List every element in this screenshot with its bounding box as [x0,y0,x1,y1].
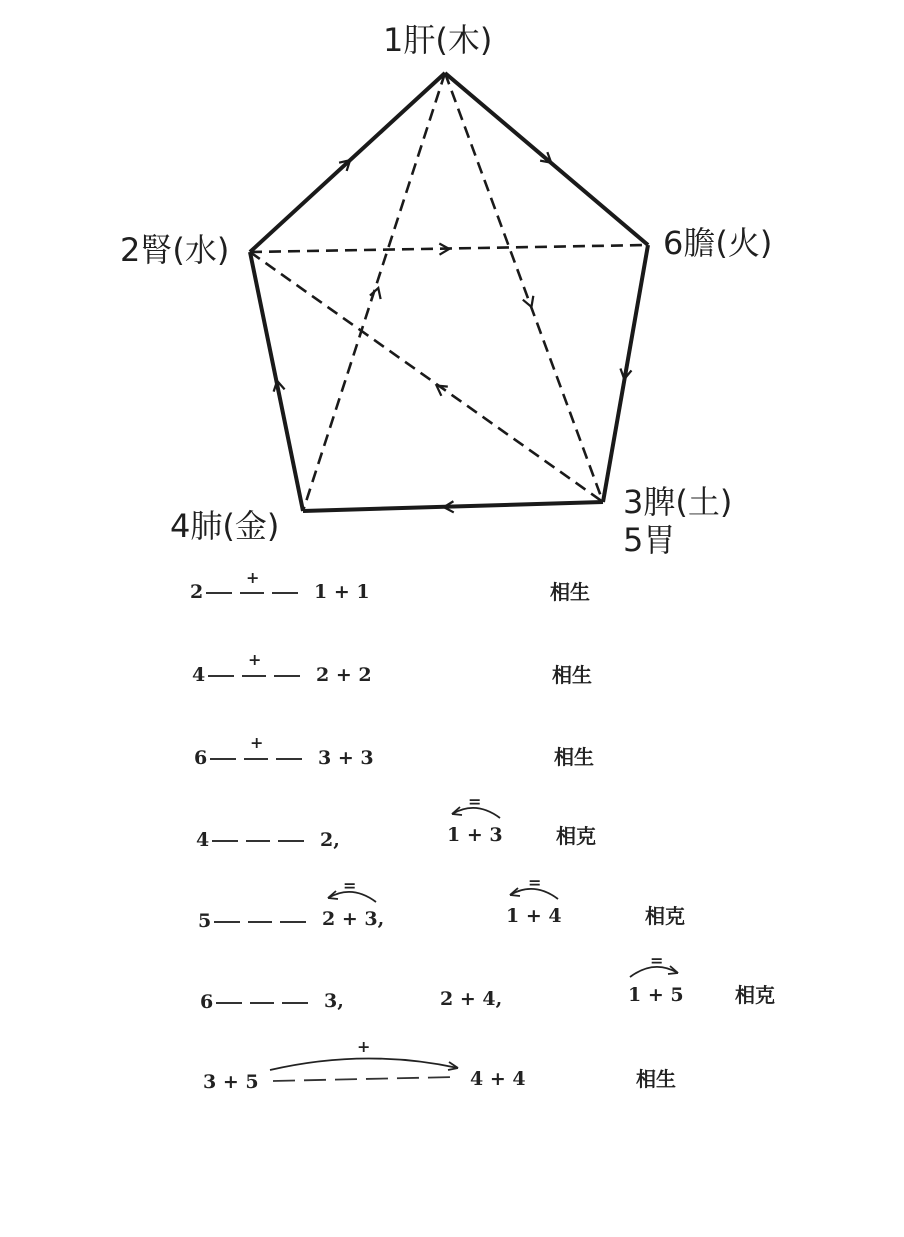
eq-arc-sign: = [343,876,357,895]
node-kidney-label: 2腎(水) [120,231,230,269]
eq-arc-sign: = [650,951,664,970]
eq-relation: 相克 [556,824,596,848]
eq-sign: + [246,568,260,587]
eq-term: 3, [324,990,344,1012]
node-lung-label: 4肺(金) [170,507,280,545]
eq-left: 2 [190,581,204,603]
eq-relation: 相克 [735,983,775,1007]
node-spleen-label: 3脾(土) [623,483,733,521]
eq-sign: + [357,1037,371,1056]
eq-left: 5 [198,910,212,932]
node-gallbladder-label: 6膽(火) [663,224,773,262]
eq-relation: 相生 [550,580,590,604]
eq-right: 3 + 3 [318,747,374,769]
eq-left: 6 [194,747,208,769]
eq-term: 2 + 4, [440,988,503,1010]
eq-term: 1 + 4 [506,905,562,927]
eq-left: 4 [192,664,206,686]
node-liver-label: 1肝(木) [383,21,493,59]
eq-right: 4 + 4 [470,1068,526,1090]
node-stomach-label: 5胃 [623,521,676,559]
eq-relation: 相生 [636,1067,676,1091]
eq-arc-sign: = [468,792,482,811]
eq-right: 1 + 1 [314,581,370,603]
eq-term: 2, [320,829,340,851]
eq-relation: 相生 [554,745,594,769]
eq-arc-sign: = [528,873,542,892]
eq-left: 3 + 5 [203,1071,259,1093]
eq-term: 1 + 3 [447,824,503,846]
eq-left: 6 [200,991,214,1013]
eq-relation: 相克 [645,904,685,928]
eq-relation: 相生 [552,663,592,687]
eq-right: 2 + 2 [316,664,372,686]
eq-term: 1 + 5 [628,984,684,1006]
eq-left: 4 [196,829,210,851]
eq-sign: + [250,733,264,752]
eq-term: 2 + 3, [322,908,385,930]
eq-sign: + [248,650,262,669]
